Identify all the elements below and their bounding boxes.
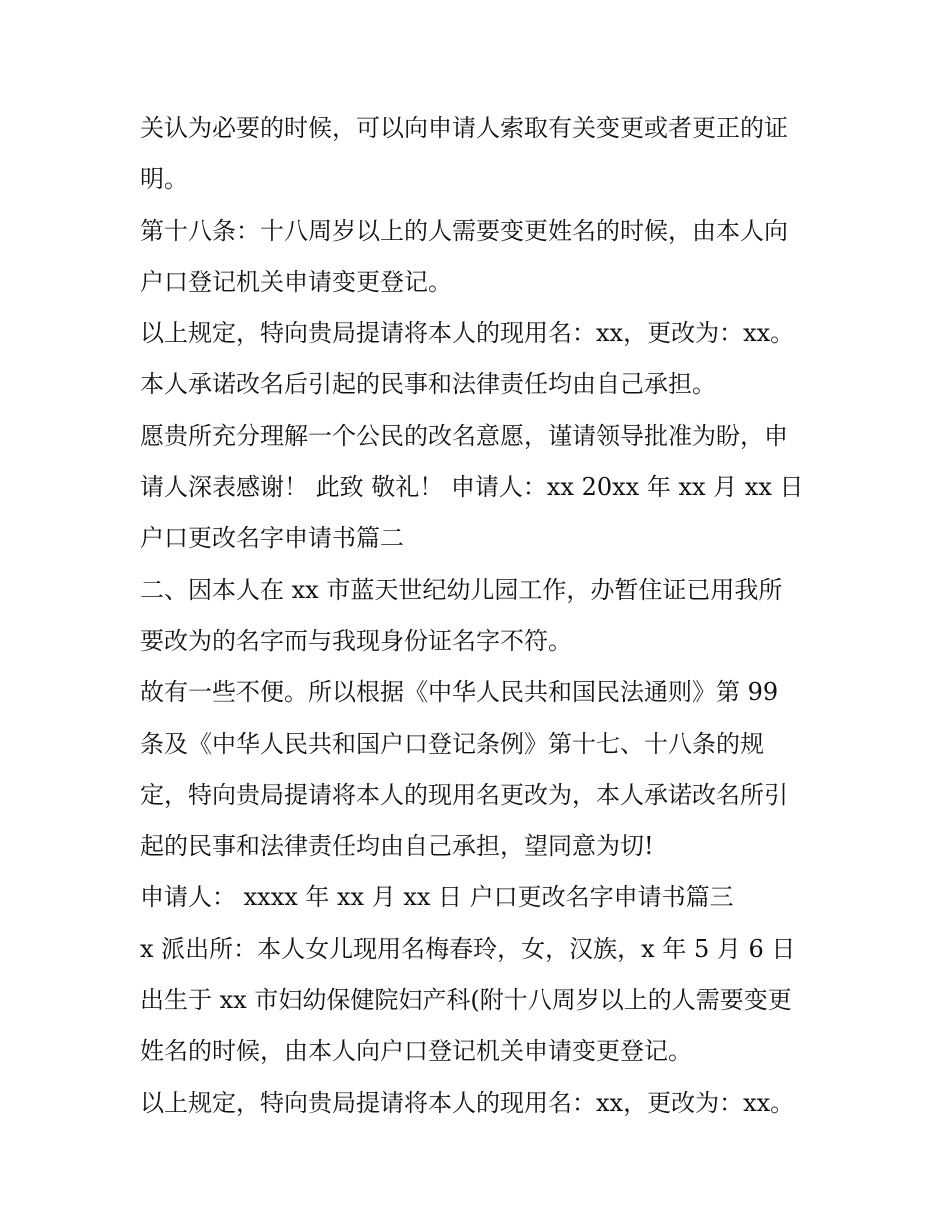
text-line: x 派出所：本人女儿现用名梅春玲，女，汉族，x 年 5 月 6 日 <box>140 934 796 963</box>
text-line: 要改为的名字而与我现身份证名字不符。 <box>140 626 572 655</box>
text-line: 二、因本人在 xx 市蓝天世纪幼儿园工作，办暂住证已用我所 <box>140 575 783 604</box>
text-line: 以上规定，特向贵局提请将本人的现用名：xx，更改为：xx。 <box>140 319 795 348</box>
section-heading: 户口更改名字申请书篇二 <box>140 524 404 553</box>
text-line: 请人深表感谢！ 此致 敬礼！ 申请人：xx 20xx 年 xx 月 xx 日 <box>140 473 804 502</box>
text-line: 定，特向贵局提请将本人的现用名更改为，本人承诺改名所引 <box>140 780 788 809</box>
text-line: 出生于 xx 市妇幼保健院妇产科(附十八周岁以上的人需要变更 <box>140 986 792 1015</box>
text-line: 故有一些不便。所以根据《中华人民共和国民法通则》第 99 <box>140 678 779 707</box>
text-line: 明。 <box>140 165 188 194</box>
text-line: 愿贵所充分理解一个公民的改名意愿，谨请领导批准为盼，申 <box>140 421 788 450</box>
text-line: 条及《中华人民共和国户口登记条例》第十七、十八条的规 <box>140 729 764 758</box>
text-line: 关认为必要的时候，可以向申请人索取有关变更或者更正的证 <box>140 114 788 142</box>
text-line: 起的民事和法律责任均由自己承担，望同意为切! <box>140 832 654 861</box>
text-line: 第十八条：十八周岁以上的人需要变更姓名的时候，由本人向 <box>140 216 788 245</box>
text-line: 户口登记机关申请变更登记。 <box>140 267 452 296</box>
text-line: 姓名的时候，由本人向户口登记机关申请变更登记。 <box>140 1037 692 1066</box>
document-body <box>140 103 820 1129</box>
text-line: 申请人： xxxx 年 xx 月 xx 日 户口更改名字申请书篇三 <box>140 883 734 912</box>
text-line: 本人承诺改名后引起的民事和法律责任均由自己承担。 <box>140 370 716 399</box>
text-line: 以上规定，特向贵局提请将本人的现用名：xx，更改为：xx。 <box>140 1088 795 1117</box>
